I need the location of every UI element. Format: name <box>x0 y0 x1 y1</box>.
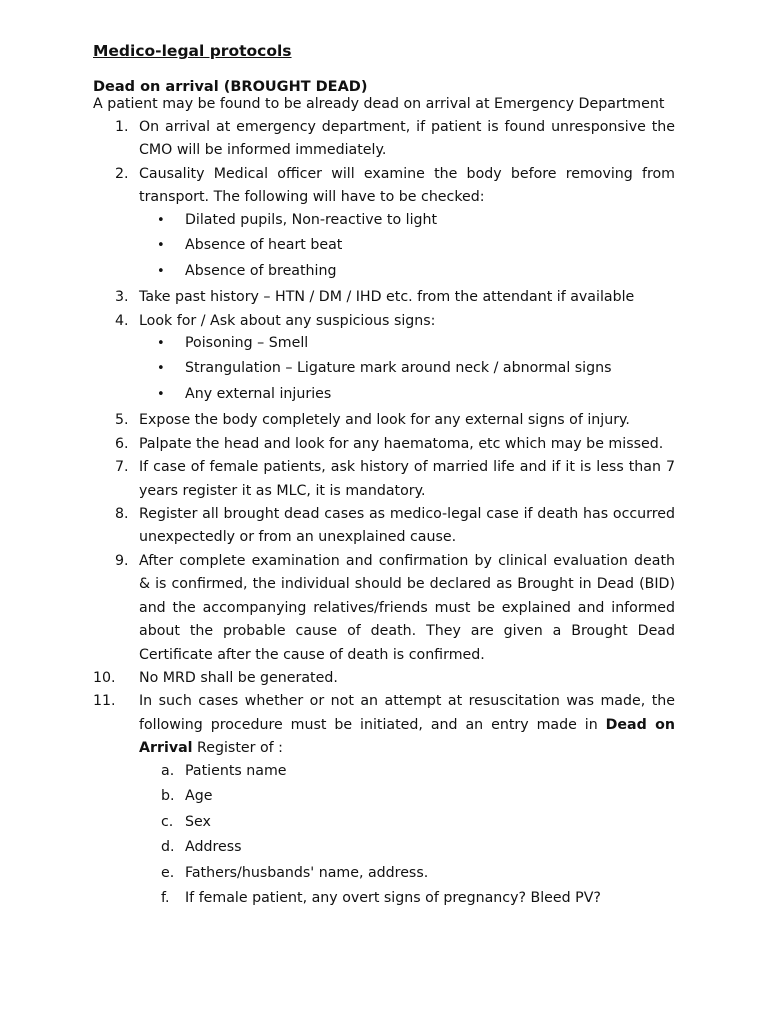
list-number: 11. <box>93 693 116 710</box>
list-number: 3. <box>115 289 129 306</box>
list-item-11 <box>93 690 675 760</box>
list-item-9 <box>93 550 675 667</box>
bullet-icon: • <box>157 238 165 254</box>
list-number: 2. <box>115 165 129 182</box>
sub-item-text: Fathers/husbands' name, address. <box>185 864 429 881</box>
bullet-text: Absence of heart beat <box>185 237 343 254</box>
bullet-text: Absence of breathing <box>185 262 337 279</box>
bullet-item <box>139 332 675 358</box>
bullet-item <box>139 209 675 235</box>
bullet-icon: • <box>157 361 165 377</box>
list-item-text: If case of female patients, ask history of married life and if it is less than 7 years register it as MLC, it is mandatory. <box>139 459 675 499</box>
bullet-item <box>139 383 675 409</box>
bullet-icon: • <box>157 335 165 351</box>
bullet-text: Strangulation – Ligature mark around neck / abnormal signs <box>185 360 612 377</box>
bullet-item <box>139 234 675 260</box>
list-item-text: After complete examination and confirmation by clinical evaluation death & is confirmed, the individual should be declared as Brought in Dead (BID) and the accompanying relatives/friends must be explained and informed about the probable cause of death. They are given a Brought Dead Certificate after the cause of death is confirmed. <box>139 552 675 663</box>
intro-paragraph: A patient may be found to be already dead on arrival at Emergency Department <box>93 96 665 112</box>
register-name: Dead on Arrival <box>139 716 675 757</box>
section-heading: Dead on arrival (BROUGHT DEAD) <box>93 79 368 95</box>
list-number: 5. <box>115 412 129 429</box>
document-title: Medico-legal protocols <box>93 42 292 60</box>
protocol-list <box>93 116 675 913</box>
bullet-item <box>139 357 675 383</box>
sub-item <box>139 811 675 837</box>
list-item-text: In such cases whether or not an attempt at resuscitation was made, the following procedure must be initiated, and an entry made in Dead on Arrival Register of : <box>139 693 675 757</box>
list-number: 1. <box>115 119 129 135</box>
list-item-text: Palpate the head and look for any haematoma, etc which may be missed. <box>139 435 664 452</box>
sub-item-text: If female patient, any overt signs of pregnancy? Bleed PV? <box>185 890 601 907</box>
list-item-text: No MRD shall be generated. <box>139 669 338 686</box>
list-item-text: Take past history – HTN / DM / IHD etc. from the attendant if available <box>139 289 635 306</box>
list-item-text: On arrival at emergency department, if patient is found unresponsive the CMO will be informed immediately. <box>139 119 675 159</box>
list-item-text: Look for / Ask about any suspicious signs: <box>139 312 436 329</box>
sub-item-mark: d. <box>161 839 175 856</box>
sub-item-text: Address <box>185 839 242 856</box>
bullet-icon: • <box>157 386 165 402</box>
list-number: 4. <box>115 312 129 329</box>
sub-item <box>139 836 675 862</box>
list-item-3 <box>93 286 675 309</box>
bullet-icon: • <box>157 263 165 279</box>
sub-item-mark: f. <box>161 890 170 907</box>
list-number: 7. <box>115 459 129 476</box>
sub-item-text: Sex <box>185 813 211 830</box>
sub-item <box>139 862 675 888</box>
list-item-text: Expose the body completely and look for any external signs of injury. <box>139 412 630 429</box>
sub-item-mark: e. <box>161 864 175 881</box>
list-item-1 <box>93 116 675 163</box>
list-number: 8. <box>115 506 129 523</box>
bullet-item <box>139 260 675 286</box>
list-number: 10. <box>93 669 116 686</box>
list-item-6 <box>93 433 675 456</box>
list-item-2 <box>93 163 675 210</box>
list-item-4 <box>93 310 675 333</box>
list-item-10 <box>93 667 675 690</box>
list-item-8 <box>93 503 675 550</box>
list-number: 6. <box>115 435 129 452</box>
bullet-icon: • <box>157 212 165 228</box>
bullet-text: Dilated pupils, Non-reactive to light <box>185 211 438 228</box>
sub-item-text: Patients name <box>185 762 287 779</box>
bullet-text: Poisoning – Smell <box>185 334 309 351</box>
sub-item-mark: b. <box>161 788 175 805</box>
sub-item-mark: c. <box>161 813 174 830</box>
sub-item <box>139 887 675 913</box>
list-item-text: Causality Medical officer will examine the body before removing from transport. The following will have to be checked: <box>139 165 675 206</box>
bullet-text: Any external injuries <box>185 385 332 402</box>
list-item-7 <box>93 456 675 503</box>
sub-item-mark: a. <box>161 762 175 779</box>
list-item-5 <box>93 409 675 432</box>
list-item-text: Register all brought dead cases as medico-legal case if death has occurred unexpectedly or from an unexplained cause. <box>139 506 675 546</box>
sub-item <box>139 760 675 786</box>
list-number: 9. <box>115 552 129 569</box>
sub-item <box>139 785 675 811</box>
sub-item-text: Age <box>185 788 213 805</box>
